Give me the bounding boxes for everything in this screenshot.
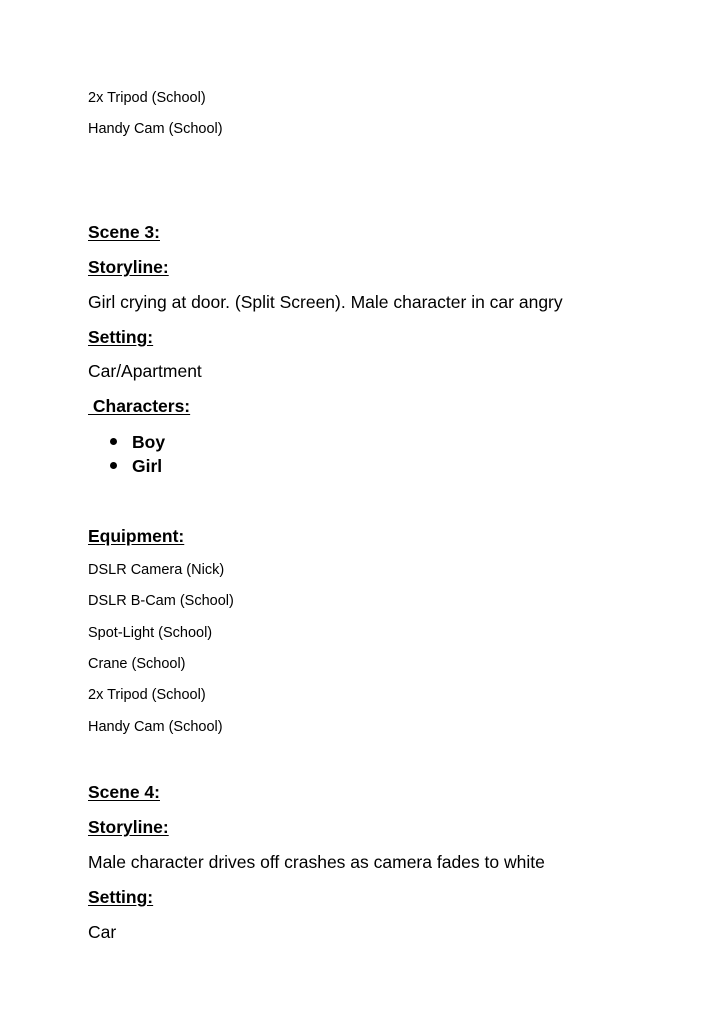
- scene-4-storyline-text: Male character drives off crashes as camera fades to white: [88, 852, 545, 872]
- equipment-item: Handy Cam (School): [88, 121, 223, 137]
- scene-4-setting-text: Car: [88, 922, 117, 942]
- scene-4-storyline-label: Storyline:: [88, 817, 169, 837]
- character-item-boy: Boy: [132, 432, 166, 452]
- equipment-item: Spot-Light (School): [88, 625, 213, 641]
- scene-4-title: Scene 4:: [88, 782, 160, 802]
- scene-3-equipment-label: Equipment:: [88, 526, 185, 546]
- bullet-icon: [110, 438, 117, 445]
- scene-3-setting-label: Setting:: [88, 327, 154, 347]
- equipment-item: DSLR Camera (Nick): [88, 562, 225, 578]
- scene-3-setting-text: Car/Apartment: [88, 361, 202, 381]
- scene-4-setting-label: Setting:: [88, 887, 154, 907]
- scene-3-characters-label: Characters:: [88, 396, 191, 416]
- equipment-item: Crane (School): [88, 656, 186, 672]
- equipment-item: 2x Tripod (School): [88, 90, 206, 106]
- bullet-icon: [110, 462, 117, 469]
- character-item-girl: Girl: [132, 456, 163, 476]
- equipment-item: Handy Cam (School): [88, 719, 223, 735]
- scene-3-storyline-text: Girl crying at door. (Split Screen). Male character in car angry: [88, 292, 563, 312]
- scene-3-storyline-label: Storyline:: [88, 257, 169, 277]
- scene-3-title: Scene 3:: [88, 222, 160, 242]
- equipment-item: DSLR B-Cam (School): [88, 593, 234, 609]
- equipment-item: 2x Tripod (School): [88, 687, 206, 703]
